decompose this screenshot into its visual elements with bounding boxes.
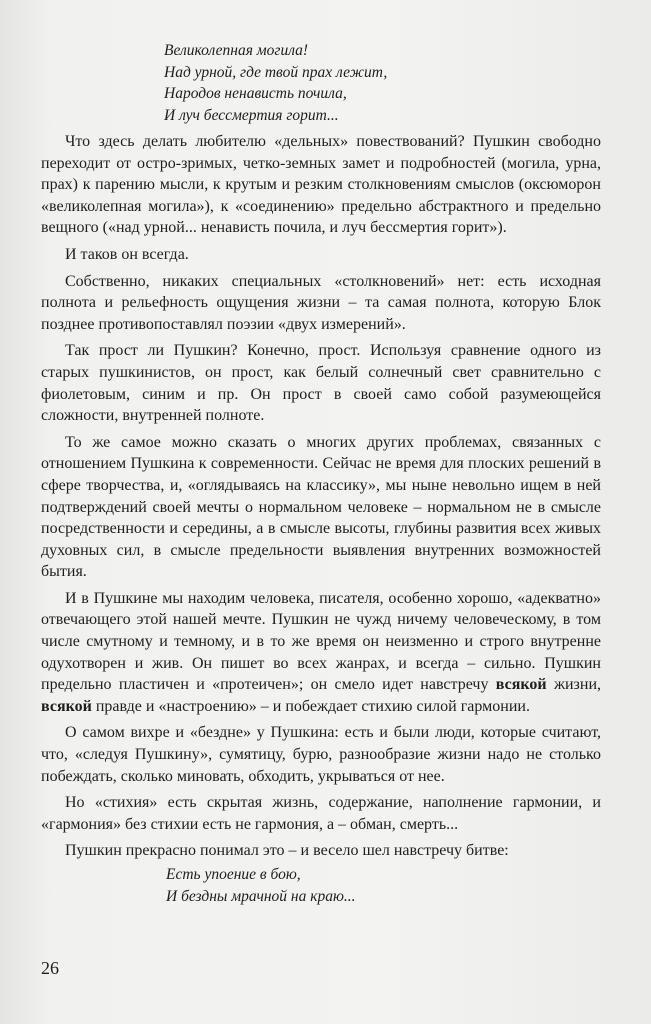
verse-line: И луч бессмертия горит...: [164, 106, 339, 124]
verse-line: Великолепная могила!: [164, 42, 309, 59]
verse-line: Народов ненависть почила,: [164, 85, 347, 102]
body-text: [41, 131, 601, 908]
emphasis: всякой: [495, 676, 547, 694]
paragraph: Пушкин прекрасно понимал это – и весело шел навстречу битве:: [65, 842, 509, 860]
paragraph: Но «стихия» есть скрытая жизнь, содержание, наполнение гармонии, и «гармония» без стихии есть не гармония, а – обман, смерть...: [41, 794, 601, 833]
paragraph-text: И в Пушкине мы находим человека, писателя, особенно хорошо, «адекватно» отвечающего этой нашей мечте. Пушкин не чужд ничему человеческому, в том числе смутному и темному, и в то же время он неизменно и строго внутренне одухотворен и жив. Он пишет во всех жанрах, и всегда – сильно. Пушкин предельно пластичен и «протеичен»; он смело идет навстречу: [41, 589, 601, 694]
paragraph-text: правде и «настроению» – и побеждает стихию силой гармонии.: [91, 697, 530, 715]
emphasis: всякой: [41, 697, 92, 715]
verse-quote-bottom: [166, 864, 601, 908]
verse-line: Над урной, где твой прах лежит,: [164, 63, 388, 81]
paragraph: [41, 588, 601, 718]
verse-quote-top: [164, 40, 387, 126]
paragraph: Так прост ли Пушкин? Конечно, прост. Используя сравнение одного из старых пушкинистов, он прост, как белый солнечный свет сравнительно с фиолетовым, синим и пр. Он прост в своей само собой разумеющейся сложности, внутренней полноте.: [41, 342, 601, 425]
paragraph: О самом вихре и «бездне» у Пушкина: есть и были люди, которые считают, что, «следуя Пушкину», сумятицу, бурю, разнообразие жизни надо не столько побеждать, сколько миновать, обходить, укрываться от нее.: [41, 724, 601, 785]
page-number: 26: [41, 958, 59, 978]
paragraph: Что здесь делать любителю «дельных» повествований? Пушкин свободно переходит от остро-зримых, четко-земных замет и подробностей (могила, урна, прах) к парению мысли, к крутым и резким столкновениям смыслов (оксюморон «великолепная могила»), к «соединению» предельно абстрактного и предельно вещного («над урной... ненависть почила, и луч бессмертия горит»).: [41, 133, 601, 237]
verse-line: Есть упоение в бою,: [166, 866, 301, 883]
paragraph-text: жизни,: [546, 676, 602, 694]
paragraph: Собственно, никаких специальных «столкновений» нет: есть исходная полнота и рельефность ощущения жизни – та самая полнота, которую Блок позднее противопоставлял поэзии «двух измерений».: [41, 272, 601, 333]
verse-line: И бездны мрачной на краю...: [166, 888, 356, 905]
paragraph: И таков он всегда.: [65, 245, 189, 263]
paragraph: То же самое можно сказать о многих других проблемах, связанных с отношением Пушкина к современности. Сейчас не время для плоских решений в сфере творчества, и, «оглядываясь на классику», мы ныне невольно ищем в ней подтверждений своей мечты о нормальном человеке – нормальном не в смысле посредственности и середины, а в смысле высоты, глубины развития всех живых духовных сил, в смысле предельности выявления внутренних возможностей бытия.: [41, 433, 601, 581]
